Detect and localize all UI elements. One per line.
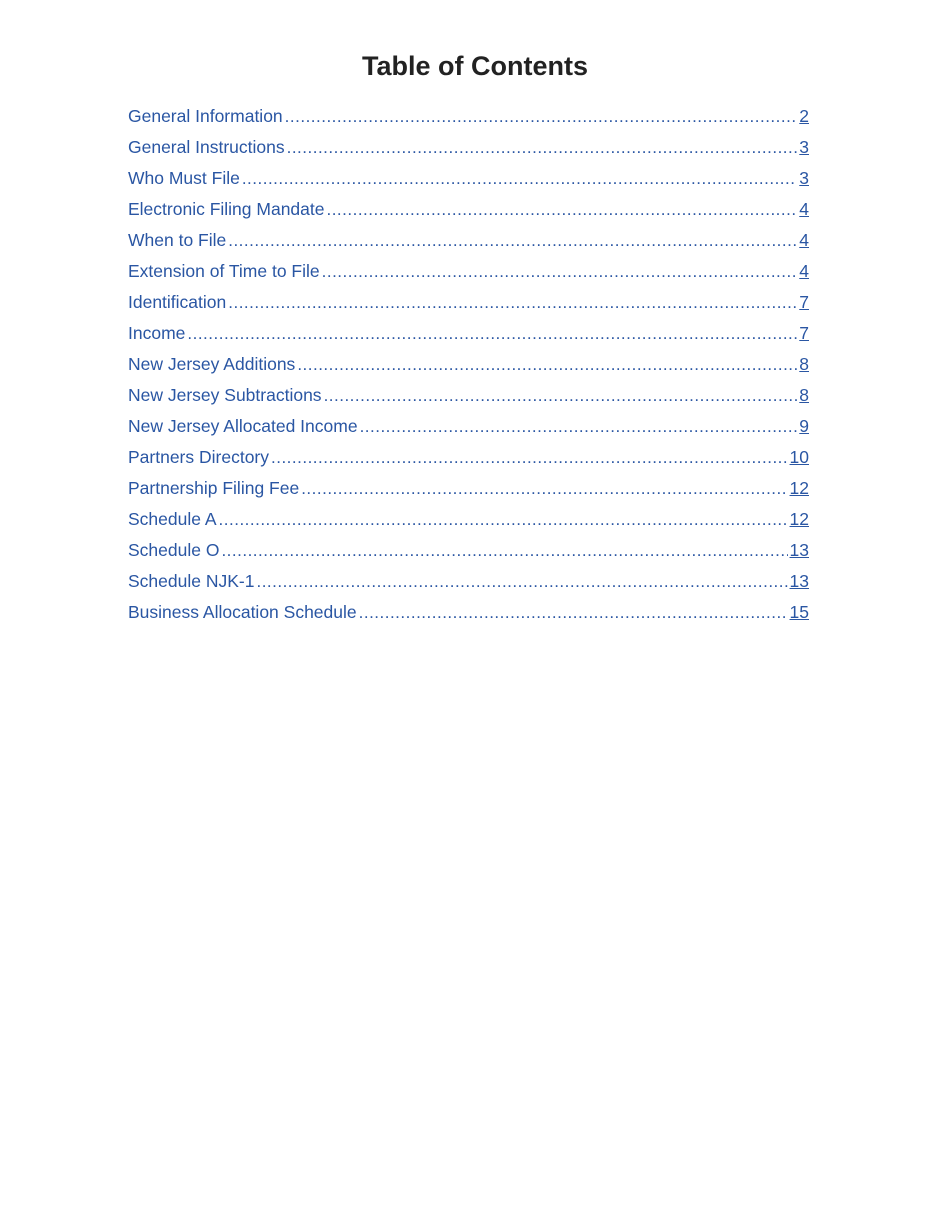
toc-entry-label[interactable]: Schedule A [128, 509, 217, 529]
toc-entry-identification[interactable] [128, 287, 809, 318]
toc-dot-leader [359, 597, 788, 628]
toc-entry-nj-additions[interactable] [128, 349, 809, 380]
toc-dot-leader [242, 163, 797, 194]
toc-page-link[interactable]: 9 [799, 416, 809, 436]
toc-entry-label[interactable]: Who Must File [128, 168, 240, 188]
toc-entry-income[interactable] [128, 318, 809, 349]
toc-entry-label[interactable]: New Jersey Additions [128, 354, 296, 374]
toc-entry-general-information[interactable] [128, 101, 809, 132]
toc-dot-leader [271, 442, 788, 473]
toc-entry-label[interactable]: Partnership Filing Fee [128, 478, 300, 498]
toc-page-link[interactable]: 4 [799, 199, 809, 219]
toc-page-link[interactable]: 4 [799, 261, 809, 281]
toc-entry-label[interactable]: Schedule O [128, 540, 220, 560]
toc-dot-leader [221, 535, 787, 566]
toc-page-link[interactable]: 10 [789, 447, 809, 467]
toc-page-link[interactable]: 8 [799, 385, 809, 405]
toc-entry-label[interactable]: When to File [128, 230, 227, 250]
toc-entry-label[interactable]: New Jersey Allocated Income [128, 416, 358, 436]
toc-entry-schedule-njk-1[interactable] [128, 566, 809, 597]
toc-page-link[interactable]: 7 [799, 323, 809, 343]
toc-dot-leader [228, 225, 797, 256]
toc-entry-label[interactable]: Partners Directory [128, 447, 270, 467]
toc-entry-label[interactable]: General Instructions [128, 137, 285, 157]
toc-entry-label[interactable]: Business Allocation Schedule [128, 602, 357, 622]
toc-page-link[interactable]: 4 [799, 230, 809, 250]
toc-dot-leader [256, 566, 787, 597]
toc-entry-business-allocation-schedule[interactable] [128, 597, 809, 628]
toc-page-link[interactable]: 13 [789, 540, 809, 560]
page-title: Table of Contents [362, 51, 588, 81]
toc-dot-leader [228, 287, 797, 318]
toc-entry-when-to-file[interactable] [128, 225, 809, 256]
toc-page-link[interactable]: 13 [789, 571, 809, 591]
toc-entry-electronic-filing-mandate[interactable] [128, 194, 809, 225]
toc-page-link[interactable]: 3 [799, 168, 809, 188]
toc-entry-nj-allocated-income[interactable] [128, 411, 809, 442]
toc-entry-label[interactable]: Identification [128, 292, 227, 312]
toc-entry-label[interactable]: Schedule NJK-1 [128, 571, 255, 591]
toc-page-link[interactable]: 3 [799, 137, 809, 157]
toc-dot-leader [322, 256, 798, 287]
toc-dot-leader [297, 349, 797, 380]
toc-entry-general-instructions[interactable] [128, 132, 809, 163]
toc-entry-partnership-filing-fee[interactable] [128, 473, 809, 504]
toc-dot-leader [285, 101, 798, 132]
toc-entry-label[interactable]: Extension of Time to File [128, 261, 320, 281]
toc-page-link[interactable]: 12 [789, 509, 809, 529]
toc-entry-schedule-o[interactable] [128, 535, 809, 566]
table-of-contents [128, 101, 809, 628]
toc-page-link[interactable]: 7 [799, 292, 809, 312]
toc-page-link[interactable]: 15 [789, 602, 809, 622]
toc-entry-partners-directory[interactable] [128, 442, 809, 473]
toc-entry-nj-subtractions[interactable] [128, 380, 809, 411]
toc-entry-extension-of-time[interactable] [128, 256, 809, 287]
toc-entry-label[interactable]: General Information [128, 106, 283, 126]
toc-dot-leader [219, 504, 788, 535]
toc-entry-who-must-file[interactable] [128, 163, 809, 194]
toc-page-link[interactable]: 12 [789, 478, 809, 498]
toc-dot-leader [360, 411, 798, 442]
toc-page-link[interactable]: 8 [799, 354, 809, 374]
toc-dot-leader [187, 318, 797, 349]
toc-entry-label[interactable]: Income [128, 323, 186, 343]
toc-entry-schedule-a[interactable] [128, 504, 809, 535]
toc-entry-label[interactable]: New Jersey Subtractions [128, 385, 322, 405]
toc-dot-leader [324, 380, 798, 411]
toc-dot-leader [287, 132, 798, 163]
toc-page-link[interactable]: 2 [799, 106, 809, 126]
toc-entry-label[interactable]: Electronic Filing Mandate [128, 199, 325, 219]
toc-dot-leader [301, 473, 787, 504]
toc-dot-leader [326, 194, 797, 225]
